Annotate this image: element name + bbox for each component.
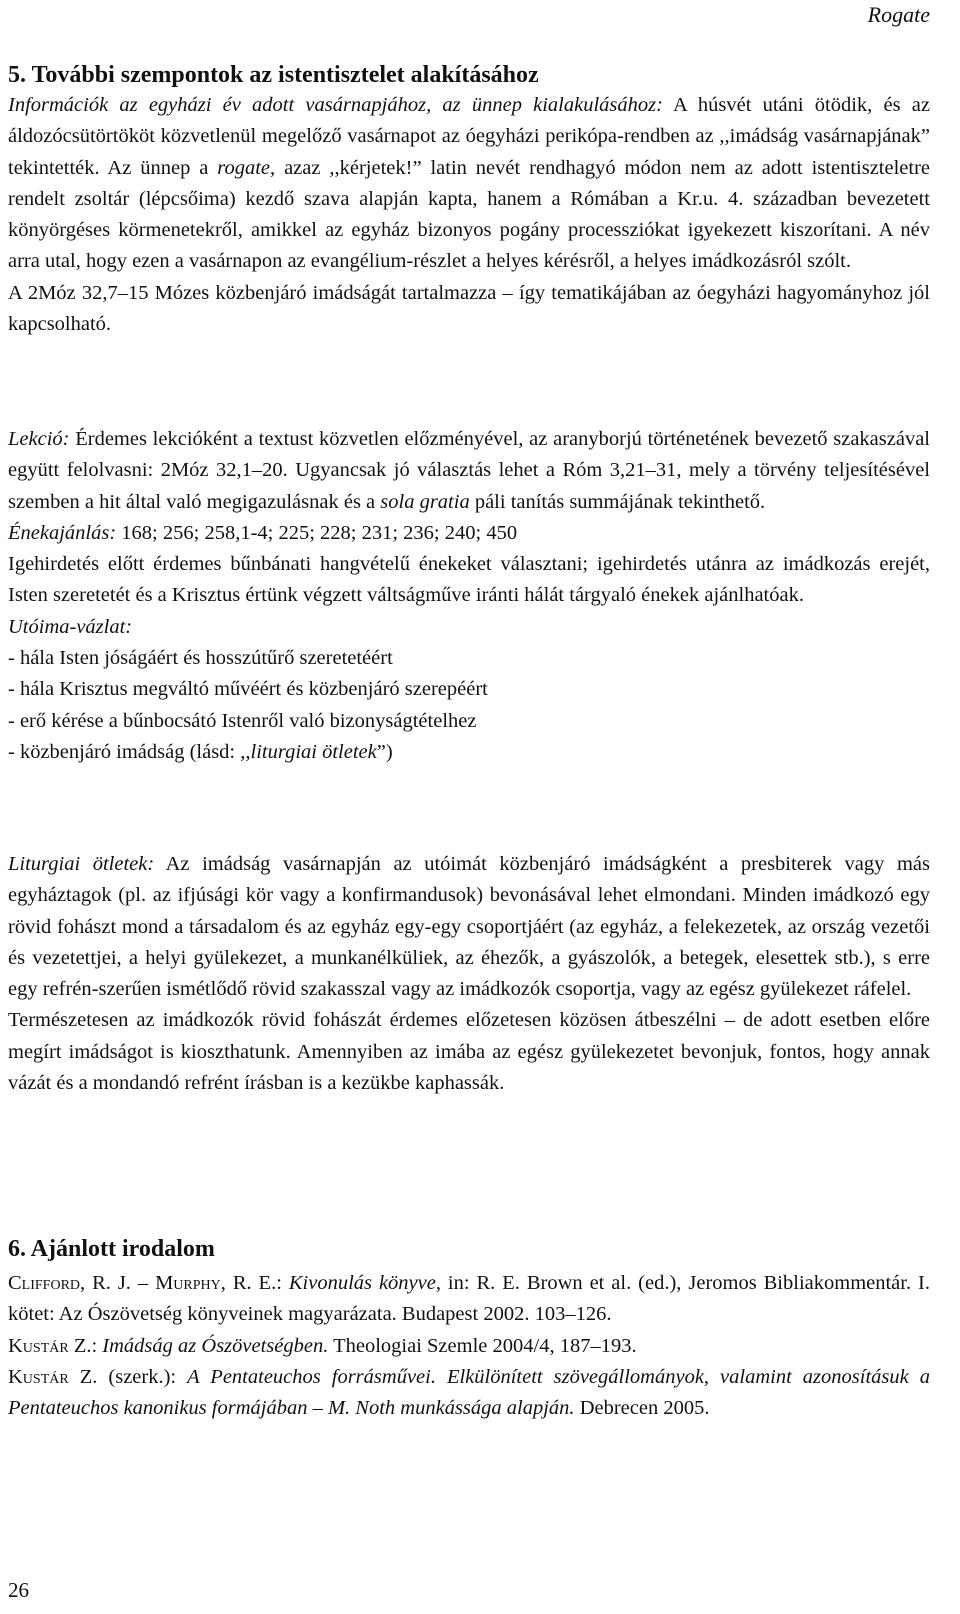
bibliography — [8, 1268, 930, 1424]
utoima-item-4-pre: - közbenjáró imádság (lásd: ,, — [8, 740, 251, 763]
section-6-title: 6. Ajánlott irodalom — [8, 1236, 215, 1262]
reference-2-author: Kustár Z.: — [8, 1334, 98, 1357]
section-5-title: 5. További szempontok az istentisztelet alakításához — [8, 62, 539, 88]
enek-label: Énekajánlás: — [8, 521, 117, 544]
reference-1-title: Kivonulás könyve — [288, 1272, 436, 1294]
section-5-lekcio-enek — [8, 424, 930, 768]
enek-numbers: 168; 256; 258,1-4; 225; 228; 231; 236; 240; 450 — [116, 521, 518, 544]
enek-paragraph: Igehirdetés előtt érdemes bűnbánati hangvételű énekeket választani; igehirdetés utánra az imádkozás erejét, Isten szeretetét és a Krisztus értünk végzett váltságműve iránti hálát tárgyaló énekek ajánlhatóak. — [8, 553, 930, 607]
info-text-2: , azaz ,,kérjetek!” latin nevét rendhagyó módon nem az adott istentiszteletre rendelt zsoltár (lépcsőima) kezdő szava alapján kapta, hanem a Rómában a Kr.u. 4. században bevezetett könyörgéses körmenetekről, amikkel az egyház bizonyos pogány processziókat igyekezett kiszorítani. A név arra utal, hogy ezen a vasárnapon az evangélium-részlet a helyes kérésről, a helyes imádkozásról szólt. — [8, 156, 931, 273]
lekcio-sola-gratia: sola gratia — [380, 490, 470, 513]
lekcio-text-1: Érdemes lekcióként a textust közvetlen előzményével, az aranyborjú történetének bevezető szakaszával együtt felolvasni: 2Móz 32,1–20. Ugyancsak jó választás lehet a Róm 3,21–31, mely a törvény teljesítésével szemben a hit által való megigazulásnak és a — [8, 428, 930, 513]
lekcio-label: Lekció: — [8, 428, 70, 450]
reference-1 — [8, 1268, 930, 1331]
info-rogate-term: rogate — [217, 156, 271, 179]
lekcio-paragraph — [8, 424, 930, 518]
utoima-item-2: - hála Krisztus megváltó művéért és közbenjáró szerepéért — [8, 678, 488, 701]
reference-2-rest: Theologiai Szemle 2004/4, 187–193. — [328, 1334, 637, 1357]
lekcio-text-2: páli tanítás summájának tekinthető. — [469, 490, 766, 513]
liturgiai-paragraph — [8, 849, 930, 1005]
info-text-1: A húsvét utáni ötödik, és az áldozócsütörtököt közvetlenül megelőző vasárnapot az óegyházi perikópa-rendben az ,,imádság vasárnapjának” tekintették. Az ünnep a — [8, 94, 930, 179]
running-title: Rogate — [867, 2, 930, 27]
enek-line — [8, 518, 930, 549]
page-number: 26 — [8, 1578, 29, 1602]
liturgiai-text: Az imádság vasárnapján az utóimát közbenjáró imádságként a presbiterek vagy más egyháztagok (pl. az ifjúsági kör vagy a konfirmandusok) bevonásával lehet elmondani. Minden imádkozó egy rövid fohászt mond a társadalom és az egyház egy-egy csoportjáért (az egyház, a felekezetek, az ország vezetői és vezetettjei, a helyi gyülekezet, a munkanélküliek, az éhezők, a gyászolók, a betegek, elesettek stb.), s erre egy refrén-szerűen ismétlődő rövid szakasszal vagy az imádkozók csoportja, vagy az egész gyülekezet ráfelel. — [8, 853, 930, 1001]
utoima-item-4 — [8, 737, 930, 768]
utoima-item-1: - hála Isten jóságáért és hosszútűrő szeretetéért — [8, 647, 393, 670]
reference-3 — [8, 1362, 930, 1425]
reference-1-rest: , in: R. E. Brown et al. (ed.), Jeromos Bibliakommentár. I. kötet: Az Ószövetség könyveinek magyarázata. Budapest 2002. 103–126. — [8, 1272, 930, 1326]
info-paragraph — [8, 90, 930, 278]
section-5-info — [8, 90, 930, 340]
reference-2-title: Imádság az Ószövetségben. — [102, 1334, 329, 1357]
reference-3-title: A Pentateuchos forrásművei. Elkülönített szövegállományok, valamint azonosításuk a Pentateuchos kanonikus formájában – M. Noth munkássága alapján. — [8, 1365, 930, 1420]
reference-3-rest: Debrecen 2005. — [574, 1397, 710, 1420]
reference-1-author: Clifford, R. J. – Murphy, R. E.: — [8, 1272, 282, 1294]
reference-3-editor: (szerk.): — [97, 1365, 188, 1388]
utoima-item-4-ref: liturgiai ötletek — [250, 740, 377, 763]
utoima-item-3: - erő kérése a bűnbocsátó Istenről való bizonyságtételhez — [8, 709, 477, 732]
reference-2 — [8, 1331, 930, 1362]
info-label: Információk az egyházi év adott vasárnapjához, az ünnep kialakulásához: — [8, 94, 663, 116]
reference-3-author: Kustár Z. — [8, 1365, 98, 1388]
info-paragraph-2: A 2Móz 32,7–15 Mózes közbenjáró imádságát tartalmazza – így tematikájában az óegyházi hagyományhoz jól kapcsolható. — [8, 281, 930, 336]
utoima-label: Utóima-vázlat: — [8, 615, 133, 638]
section-5-liturgiai — [8, 849, 930, 1099]
liturgiai-paragraph-2: Természetesen az imádkozók rövid fohászát érdemes előzetesen közösen átbeszélni – de adott esetben előre megírt imádságot is kioszthatunk. Amennyiben az imába az egész gyülekezetet bevonjuk, fontos, hogy annak vázát és a mondandó refrént írásban is a kezükbe kaphassák. — [8, 1009, 930, 1095]
utoima-item-4-post: ”) — [376, 740, 393, 763]
liturgiai-label: Liturgiai ötletek: — [8, 853, 155, 875]
